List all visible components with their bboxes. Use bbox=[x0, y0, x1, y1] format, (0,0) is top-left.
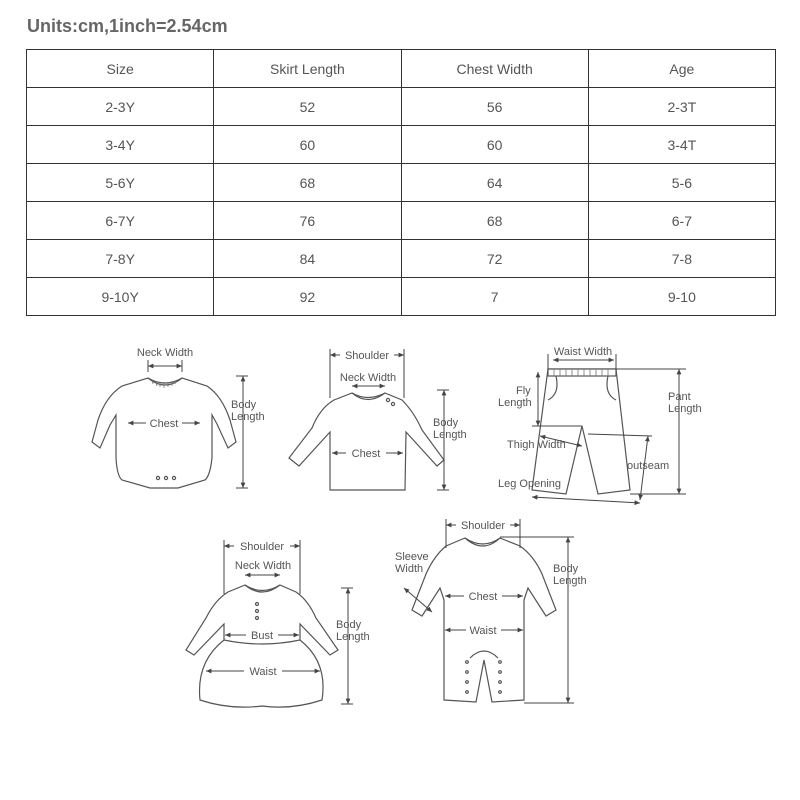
body-length-label: Length bbox=[336, 631, 370, 643]
table-cell: 60 bbox=[401, 126, 588, 164]
leg-opening-label: Leg Opening bbox=[498, 478, 561, 490]
sweater-diagram bbox=[289, 349, 467, 490]
pants-waistband bbox=[548, 369, 616, 376]
pant-length-label: Pant bbox=[668, 391, 691, 403]
size-table bbox=[26, 49, 776, 316]
romper-outline bbox=[412, 538, 556, 702]
bodysuit-diagram bbox=[92, 347, 265, 488]
column-header: Age bbox=[588, 50, 775, 88]
table-cell: 60 bbox=[214, 126, 401, 164]
sweater-outline bbox=[289, 393, 444, 490]
pants-diagram bbox=[498, 346, 702, 503]
table-cell: 76 bbox=[214, 202, 401, 240]
chest-label: Chest bbox=[468, 591, 498, 603]
body-length-label: Body bbox=[553, 563, 579, 575]
body-length-label: Length bbox=[553, 575, 587, 587]
body-length-label: Length bbox=[231, 411, 265, 423]
table-cell: 9-10 bbox=[588, 278, 775, 316]
table-cell: 68 bbox=[214, 164, 401, 202]
table-cell: 7-8 bbox=[588, 240, 775, 278]
table-cell: 7-8Y bbox=[27, 240, 214, 278]
table-cell: 52 bbox=[214, 88, 401, 126]
dress-outline bbox=[186, 585, 338, 707]
bust-label: Bust bbox=[250, 630, 274, 642]
table-cell: 2-3T bbox=[588, 88, 775, 126]
table-cell: 2-3Y bbox=[27, 88, 214, 126]
shoulder-label: Shoulder bbox=[344, 350, 390, 362]
neck-width-label: Neck Width bbox=[234, 560, 292, 572]
thigh-width-label: Thigh Width bbox=[507, 439, 566, 451]
table-row bbox=[27, 164, 776, 202]
body-length-label: Body bbox=[231, 399, 257, 411]
table-cell: 68 bbox=[401, 202, 588, 240]
body-length-label: Body bbox=[336, 619, 362, 631]
pant-length-label: Length bbox=[668, 403, 702, 415]
table-cell: 3-4Y bbox=[27, 126, 214, 164]
table-cell: 9-10Y bbox=[27, 278, 214, 316]
sleeve-width-label: Sleeve bbox=[395, 551, 429, 563]
waist-label: Waist bbox=[249, 666, 277, 678]
column-header: Chest Width bbox=[401, 50, 588, 88]
shoulder-label: Shoulder bbox=[460, 520, 506, 532]
outseam-label: outseam bbox=[627, 460, 670, 472]
fly-length-label: Length bbox=[498, 397, 532, 409]
column-header: Size bbox=[27, 50, 214, 88]
sleeve-width-label: Width bbox=[395, 563, 424, 575]
table-row bbox=[27, 240, 776, 278]
fly-length-label: Fly bbox=[516, 385, 531, 397]
table-cell: 72 bbox=[401, 240, 588, 278]
table-cell: 92 bbox=[214, 278, 401, 316]
table-cell: 5-6 bbox=[588, 164, 775, 202]
table-row bbox=[27, 88, 776, 126]
dress-diagram bbox=[186, 540, 370, 707]
measurement-diagrams-svg bbox=[0, 330, 800, 730]
column-header: Skirt Length bbox=[214, 50, 401, 88]
table-row bbox=[27, 126, 776, 164]
bodysuit-outline bbox=[92, 378, 236, 488]
measurement-diagrams bbox=[0, 330, 800, 730]
neck-width-label: Neck Width bbox=[136, 347, 194, 359]
table-cell: 6-7 bbox=[588, 202, 775, 240]
chest-label: Chest bbox=[149, 418, 179, 430]
romper-diagram bbox=[395, 519, 587, 703]
body-length-label: Body bbox=[433, 417, 459, 429]
table-cell: 3-4T bbox=[588, 126, 775, 164]
neck-width-label: Neck Width bbox=[339, 372, 397, 384]
waist-label: Waist bbox=[469, 625, 497, 637]
table-cell: 64 bbox=[401, 164, 588, 202]
leg-opening-arrow bbox=[532, 497, 640, 503]
table-cell: 6-7Y bbox=[27, 202, 214, 240]
table-row bbox=[27, 278, 776, 316]
table-cell: 7 bbox=[401, 278, 588, 316]
size-table-body bbox=[27, 50, 776, 316]
table-cell: 84 bbox=[214, 240, 401, 278]
table-cell: 56 bbox=[401, 88, 588, 126]
chest-label: Chest bbox=[351, 448, 381, 460]
shoulder-label: Shoulder bbox=[239, 541, 285, 553]
units-note: Units:cm,1inch=2.54cm bbox=[27, 16, 228, 36]
table-cell: 5-6Y bbox=[27, 164, 214, 202]
table-row bbox=[27, 202, 776, 240]
waist-width-label: Waist Width bbox=[553, 346, 613, 358]
pants-outline bbox=[532, 369, 630, 494]
body-length-label: Length bbox=[433, 429, 467, 441]
table-header-row bbox=[27, 50, 776, 88]
